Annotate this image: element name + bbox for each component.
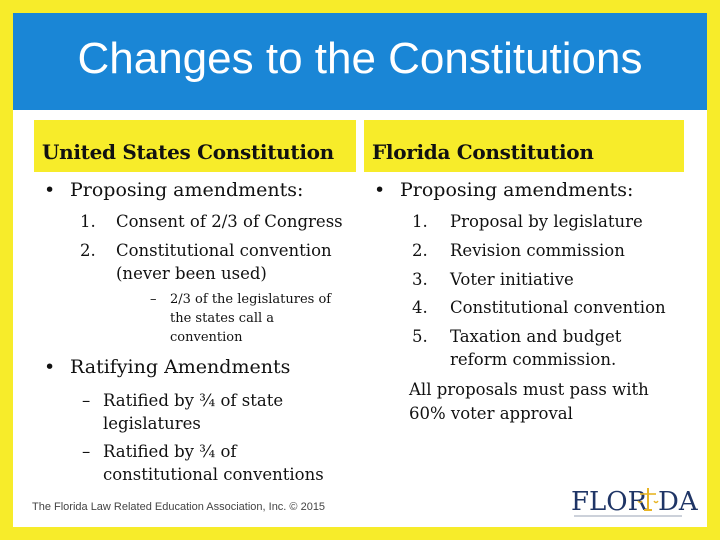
us-sub-text: convention [170,330,243,345]
ratify-text: legislatures [103,414,201,433]
fl-constitution-header [364,120,684,172]
ratify-dash: – [82,391,91,410]
ratify-text: constitutional conventions [103,465,324,484]
ratify-text: Ratified by ¾ of state [103,391,284,410]
slide-title: Changes to the Constitutions [77,34,643,83]
fl-note: All proposals must pass with [409,380,649,399]
us-item-text: Consent of 2/3 of Congress [116,212,343,231]
bullet-dot: • [44,356,56,378]
fl-item-text: Taxation and budget [450,327,622,346]
us-constitution-header [34,120,356,172]
fl-item-text-cont: reform commission. [450,350,617,369]
ratify-text: Ratified by ¾ of [103,442,237,461]
fl-item-text: Constitutional convention [450,298,666,317]
bullet-dot: • [374,179,386,201]
fl-item-number: 4. [412,298,428,317]
us-item-text: Constitutional convention [116,241,332,260]
fl-item-number: 1. [412,212,428,231]
logo-wordmark-left: FLOR [571,487,648,517]
title-bar [13,13,707,110]
fl-item-number: 5. [412,327,428,346]
florida-lrea-logo [568,474,698,524]
fl-header-label: Florida Constitution [372,140,594,164]
copyright-footer: The Florida Law Related Education Association, Inc. © 2015 [32,501,326,513]
us-header-label: United States Constitution [42,140,334,164]
ratify-dash: – [82,442,91,461]
us-sub-text: 2/3 of the legislatures of [170,292,332,307]
us-item-text-cont: (never been used) [116,264,267,283]
fl-item-number: 2. [412,241,428,260]
us-sub-text: the states call a [170,311,275,326]
fl-item-text: Proposal by legislature [450,212,643,231]
sub-dash: – [150,292,157,307]
fl-item-number: 3. [412,270,428,289]
us-item-number: 1. [80,212,96,231]
fl-item-text: Revision commission [450,241,625,260]
us-item-number: 2. [80,241,96,260]
us-proposing-heading: Proposing amendments: [70,179,304,201]
fl-note: 60% voter approval [409,404,573,423]
fl-item-text: Voter initiative [450,270,574,289]
us-ratifying-heading: Ratifying Amendments [70,356,291,378]
bullet-dot: • [44,179,56,201]
logo-wordmark-right: DA [658,487,698,517]
fl-proposing-heading: Proposing amendments: [400,179,634,201]
